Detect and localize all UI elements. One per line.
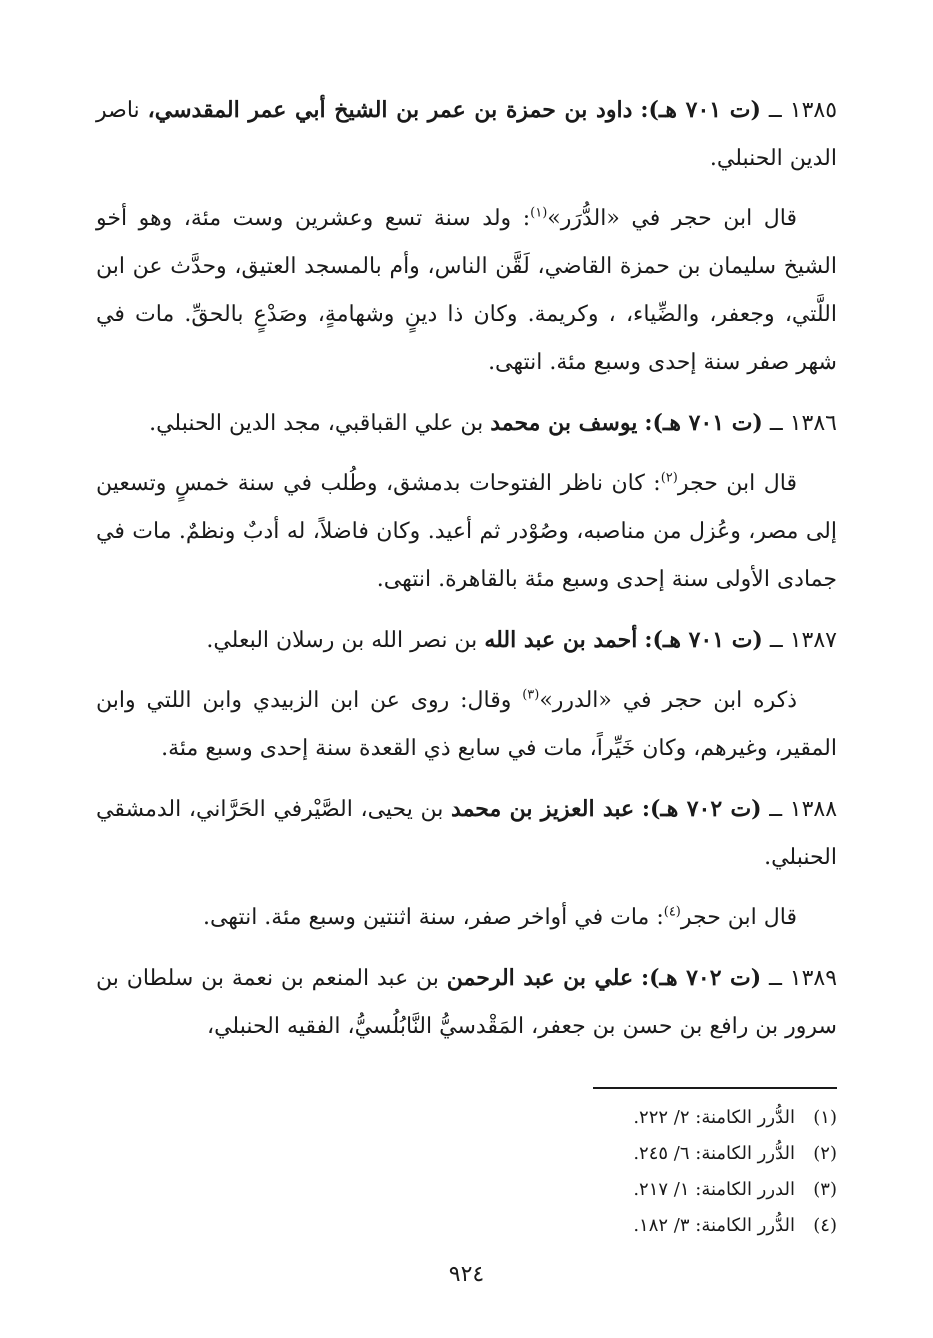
quote-text: : كان ناظر الفتوحات بدمشق، وطُلب في سنة خمسٍ وتسعين إلى مصر، وعُزل من مناصبه، وصُوْدر ثم أعيد. وكان فاضلاً، له أدبٌ ونظمٌ. مات في جمادى الأولى سنة إحدى وسبع مئة بالقاهرة. انتهى. <box>96 471 837 592</box>
entry-name: علي بن عبد الرحمن <box>446 965 634 991</box>
entry-death-date: (ت ٧٠١ هـ): <box>644 410 763 436</box>
entry-dash: ــ <box>768 98 782 123</box>
footnote-text: الدُّرر الكامنة: ٢/ ٢٢٢. <box>633 1107 795 1128</box>
entry-name: يوسف بن محمد <box>490 410 638 436</box>
footnote-4 <box>437 1208 837 1244</box>
entry-death-date: (ت ٧٠٢ هـ): <box>641 796 762 822</box>
entry-name: داود بن حمزة بن عمر بن الشيخ أبي عمر المقدسي، <box>147 97 633 123</box>
main-text <box>96 86 837 1063</box>
footnote-text: الدُّرر الكامنة: ٦/ ٢٤٥. <box>633 1143 795 1164</box>
entry-dash: ــ <box>769 411 783 436</box>
entry-1387 <box>96 616 837 665</box>
entry-death-date: (ت ٧٠١ هـ): <box>640 97 761 123</box>
entry-description: ناصر الدين الحنبلي. <box>96 98 837 171</box>
entry-number: ١٣٨٧ <box>789 628 837 653</box>
entry-1388 <box>96 785 837 882</box>
entry-name: عبد العزيز بن محمد <box>451 796 635 822</box>
entry-number: ١٣٨٨ <box>789 797 838 822</box>
footnote-number: (١) <box>813 1107 837 1128</box>
quote-intro: ذكره ابن حجر في «الدرر» <box>539 688 797 713</box>
entry-dash: ــ <box>769 797 783 822</box>
footnote-1 <box>437 1100 837 1136</box>
footnote-number: (٤) <box>813 1215 837 1236</box>
quote-text: : ولد سنة تسع وعشرين وست مئة، وهو أخو الشيخ سليمان بن حمزة القاضي، لَقَّن الناس، وأم بالمسجد العتيق، وحدَّث عن ابن اللَّتي، وجعفر، والضِّياء، ، وكريمة. وكان ذا دينٍ وشهامةٍ، وصَدْعٍ بالحقِّ. مات في شهر صفر سنة إحدى وسبع مئة. انتهى. <box>96 206 837 375</box>
quote-text: وقال: روى عن ابن الزبيدي وابن اللتي وابن المقير، وغيرهم، وكان خَيِّراً، مات في سابع ذي القعدة سنة إحدى وسبع مئة. <box>96 688 837 761</box>
entry-1387-quote <box>96 677 837 773</box>
footnotes-list <box>437 1100 837 1244</box>
footnote-number: (٢) <box>813 1143 837 1164</box>
entry-description: بن يحيى، الصَّيْرفي الحَرَّاني، الدمشقي الحنبلي. <box>96 797 837 870</box>
entry-name: أحمد بن عبد الله <box>484 627 638 653</box>
entry-1386 <box>96 399 837 448</box>
footnote-2 <box>437 1136 837 1172</box>
footnote-number: (٣) <box>813 1179 837 1200</box>
footnote-ref-4: (٤) <box>663 904 681 920</box>
entry-1385 <box>96 86 837 183</box>
entry-number: ١٣٨٩ <box>789 966 838 991</box>
quote-intro: قال ابن حجر في «الدُّرَر» <box>547 206 798 231</box>
footnote-ref-1: (١) <box>530 205 548 221</box>
quote-intro: قال ابن حجر <box>680 905 797 930</box>
entry-1388-quote <box>96 894 837 942</box>
entry-description: بن نصر الله بن رسلان البعلي. <box>206 628 478 653</box>
footnote-3 <box>437 1172 837 1208</box>
entry-dash: ــ <box>769 628 783 653</box>
entry-1386-quote <box>96 460 837 604</box>
entry-number: ١٣٨٦ <box>789 411 837 436</box>
entry-1389 <box>96 954 837 1051</box>
entry-death-date: (ت ٧٠٢ هـ): <box>641 965 762 991</box>
entry-number: ١٣٨٥ <box>789 98 838 123</box>
footnote-text: الدرر الكامنة: ١/ ٢١٧. <box>633 1179 795 1200</box>
page-number: ٩٢٤ <box>448 1262 485 1287</box>
footnote-ref-3: (٣) <box>522 687 540 703</box>
entry-description: بن علي القباقبي، مجد الدين الحنبلي. <box>149 411 484 436</box>
entry-description: بن عبد المنعم بن نعمة بن سلطان بن سرور بن رافع بن حسن بن جعفر، المَقْدسيُّ النَّابُلُسيُّ، الفقيه الحنبلي، <box>96 966 837 1039</box>
quote-intro: قال ابن حجر <box>677 471 797 496</box>
entry-death-date: (ت ٧٠١ هـ): <box>644 627 763 653</box>
footnote-text: الدُّرر الكامنة: ٣/ ١٨٢. <box>633 1215 795 1236</box>
footnote-ref-2: (٢) <box>660 470 678 486</box>
footnote-separator <box>593 1087 837 1089</box>
quote-text: : مات في أواخر صفر، سنة اثنتين وسبع مئة. انتهى. <box>202 905 664 930</box>
entry-dash: ــ <box>769 966 782 991</box>
entry-1385-quote <box>96 195 837 387</box>
